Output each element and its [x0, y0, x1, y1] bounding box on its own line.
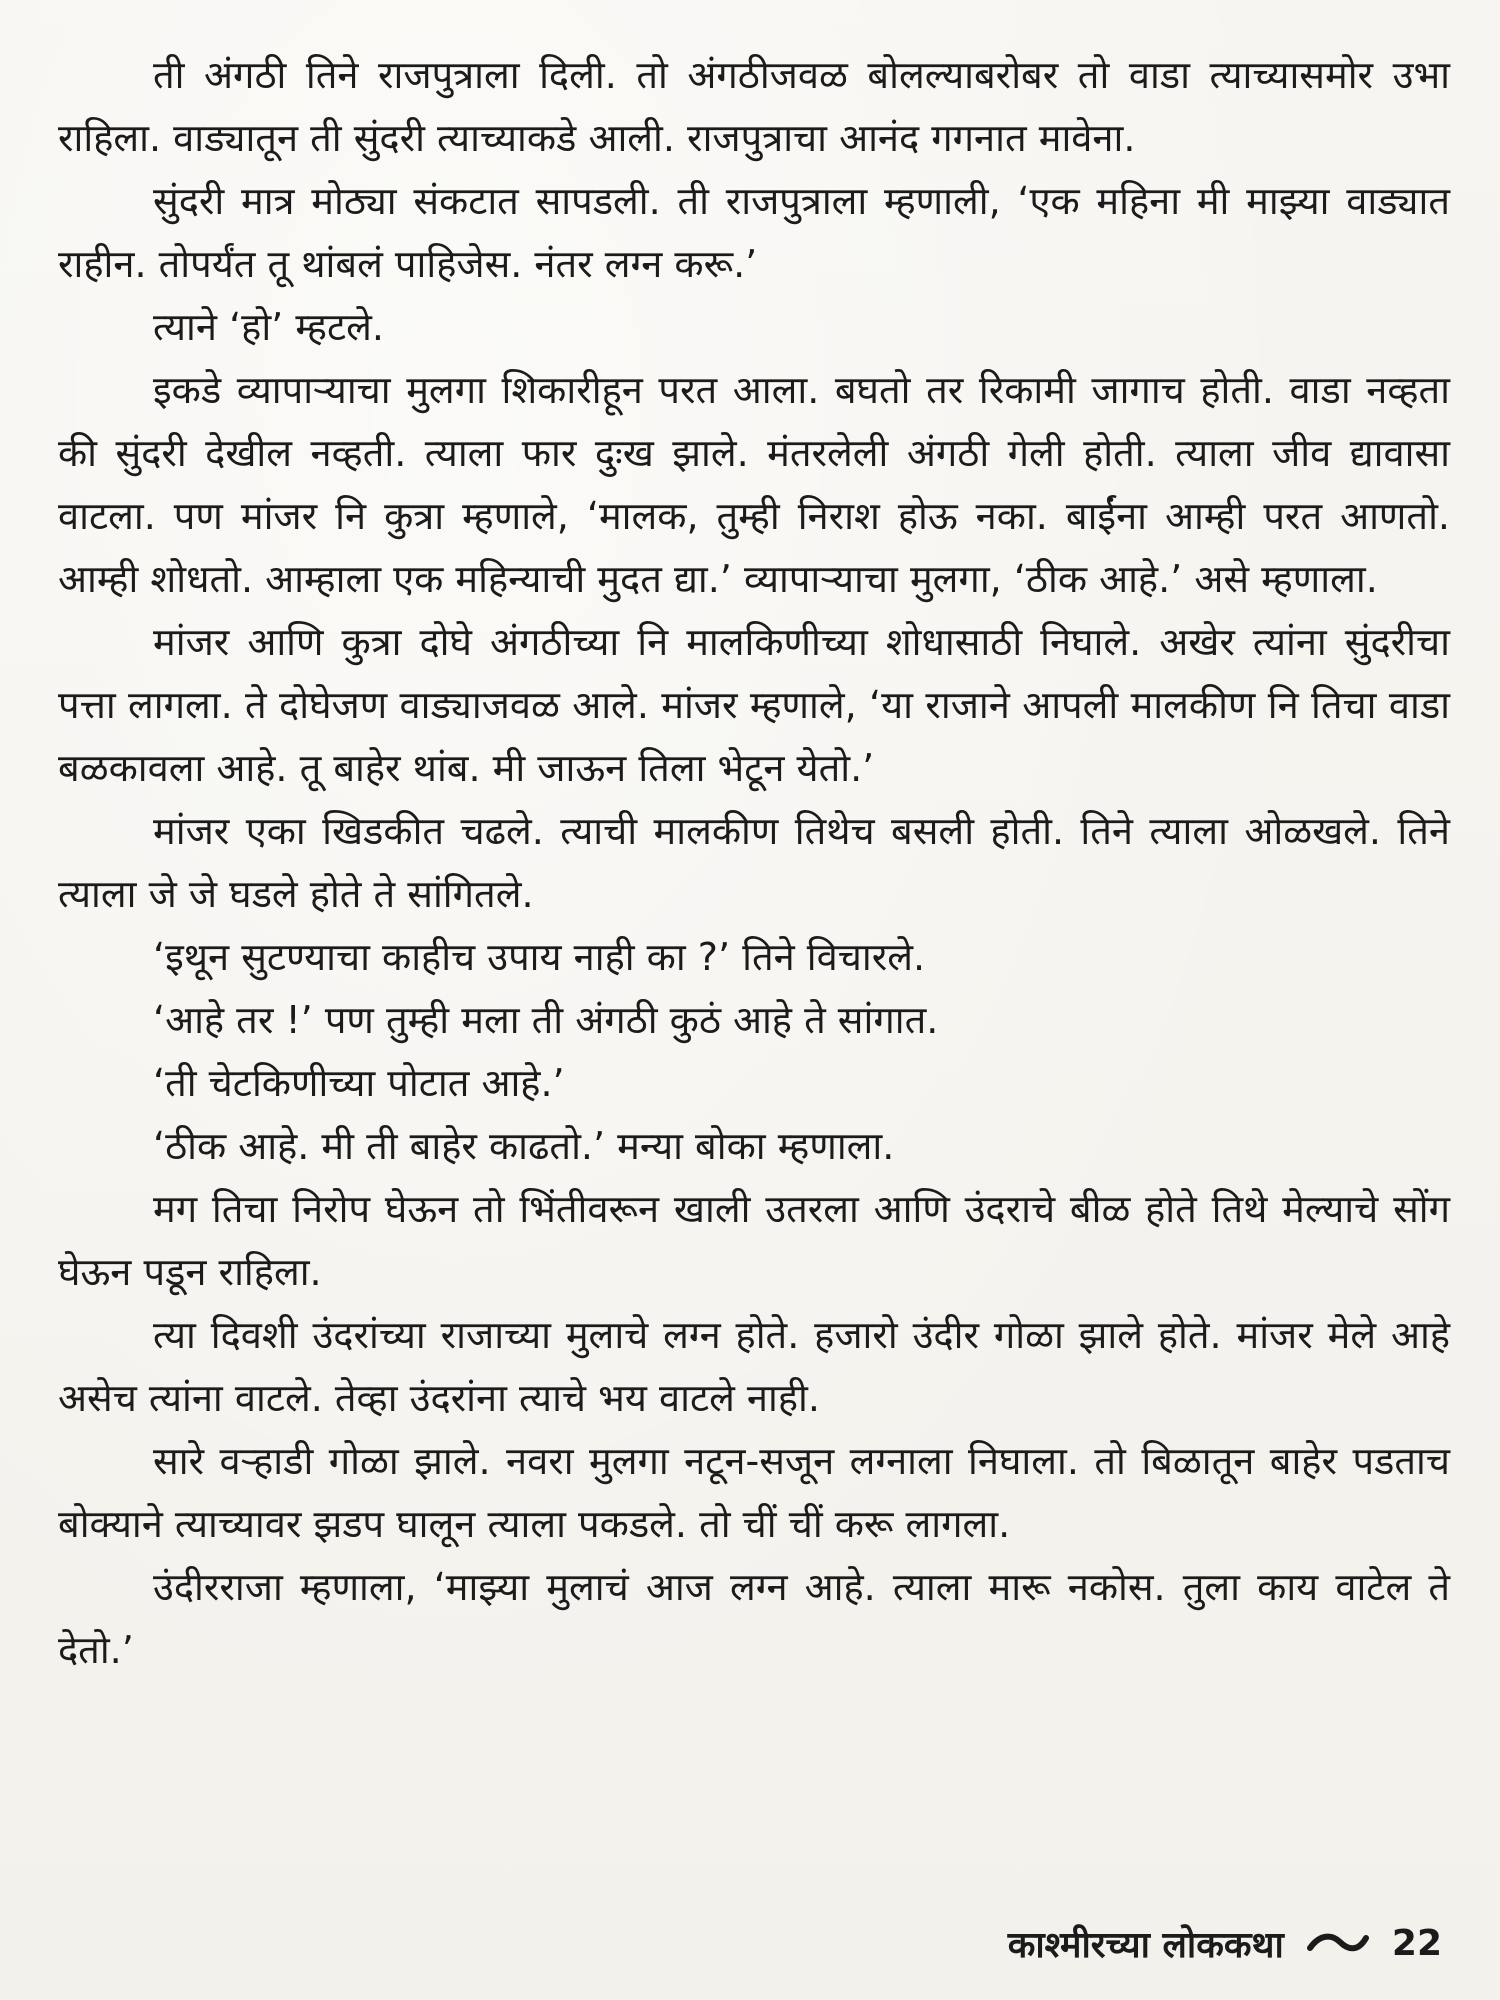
paragraph-8: ‘आहे तर !’ पण तुम्ही मला ती अंगठी कुठं आहे ते सांगात.: [153, 998, 939, 1042]
paragraph-9: ‘ती चेटकिणीच्या पोटात आहे.’: [153, 1061, 565, 1105]
paragraph-7: ‘इथून सुटण्याचा काहीच उपाय नाही का ?’ तिने विचारले.: [153, 935, 926, 979]
book-title: काश्मीरच्या लोककथा: [1007, 1924, 1284, 1966]
paragraph-10: ‘ठीक आहे. मी ती बाहेर काढतो.’ मन्या बोका म्हणाला.: [153, 1124, 895, 1168]
paragraph-6: मांजर एका खिडकीत चढले. त्याची मालकीण तिथेच बसली होती. तिने त्याला ओळखले. तिने त्याला जे जे घडले होते ते सांगितले.: [58, 809, 1450, 916]
paragraph-3: त्याने ‘हो’ म्हटले.: [153, 305, 384, 349]
paragraph-13: सारे वऱ्हाडी गोळा झाले. नवरा मुलगा नटून-सजून लग्नाला निघाला. तो बिळातून बाहेर पडताच बोक्याने त्याच्यावर झडप घालून त्याला पकडले. तो चीं चीं करू लागला.: [58, 1439, 1450, 1546]
paragraph-1: ती अंगठी तिने राजपुत्राला दिली. तो अंगठीजवळ बोलल्याबरोबर तो वाडा त्याच्यासमोर उभा राहिला. वाड्यातून ती सुंदरी त्याच्याकडे आली. राजपुत्राचा आनंद गगनात मावेना.: [58, 53, 1450, 160]
paragraph-12: त्या दिवशी उंदरांच्या राजाच्या मुलाचे लग्न होते. हजारो उंदीर गोळा झाले होते. मांजर मेले आहे असेच त्यांना वाटले. तेव्हा उंदरांना त्याचे भय वाटले नाही.: [58, 1313, 1450, 1420]
page-number: 22: [1391, 1922, 1442, 1964]
page-footer: [1008, 1918, 1442, 1968]
paragraph-11: मग तिचा निरोप घेऊन तो भिंतीवरून खाली उतरला आणि उंदराचे बीळ होते तिथे मेल्याचे सोंग घेऊन पडून राहिला.: [58, 1187, 1450, 1294]
story-text: [58, 44, 1450, 1682]
paragraph-5: मांजर आणि कुत्रा दोघे अंगठीच्या नि मालकिणीच्या शोधासाठी निघाले. अखेर त्यांना सुंदरीचा पत्ता लागला. ते दोघेजण वाड्याजवळ आले. मांजर म्हणाले, ‘या राजाने आपली मालकीण नि तिचा वाडा बळकावला आहे. तू बाहेर थांब. मी जाऊन तिला भेटून येतो.’: [58, 620, 1450, 790]
paragraph-14: उंदीरराजा म्हणाला, ‘माझ्या मुलाचं आज लग्न आहे. त्याला मारू नकोस. तुला काय वाटेल ते देतो.’: [58, 1565, 1450, 1672]
paragraph-2: सुंदरी मात्र मोठ्या संकटात सापडली. ती राजपुत्राला म्हणाली, ‘एक महिना मी माझ्या वाड्यात राहीन. तोपर्यंत तू थांबलं पाहिजेस. नंतर लग्न करू.’: [58, 179, 1450, 286]
paragraph-4: इकडे व्यापाऱ्याचा मुलगा शिकारीहून परत आला. बघतो तर रिकामी जागाच होती. वाडा नव्हता की सुंदरी देखील नव्हती. त्याला फार दुःख झाले. मंतरलेली अंगठी गेली होती. त्याला जीव द्यावासा वाटला. पण मांजर नि कुत्रा म्हणाले, ‘मालक, तुम्ही निराश होऊ नका. बाईंना आम्ही परत आणतो. आम्ही शोधतो. आम्हाला एक महिन्याची मुदत द्या.’ व्यापाऱ्याचा मुलगा, ‘ठीक आहे.’ असे म्हणाला.: [58, 368, 1450, 601]
tilde-ornament-icon: [1306, 1928, 1370, 1958]
